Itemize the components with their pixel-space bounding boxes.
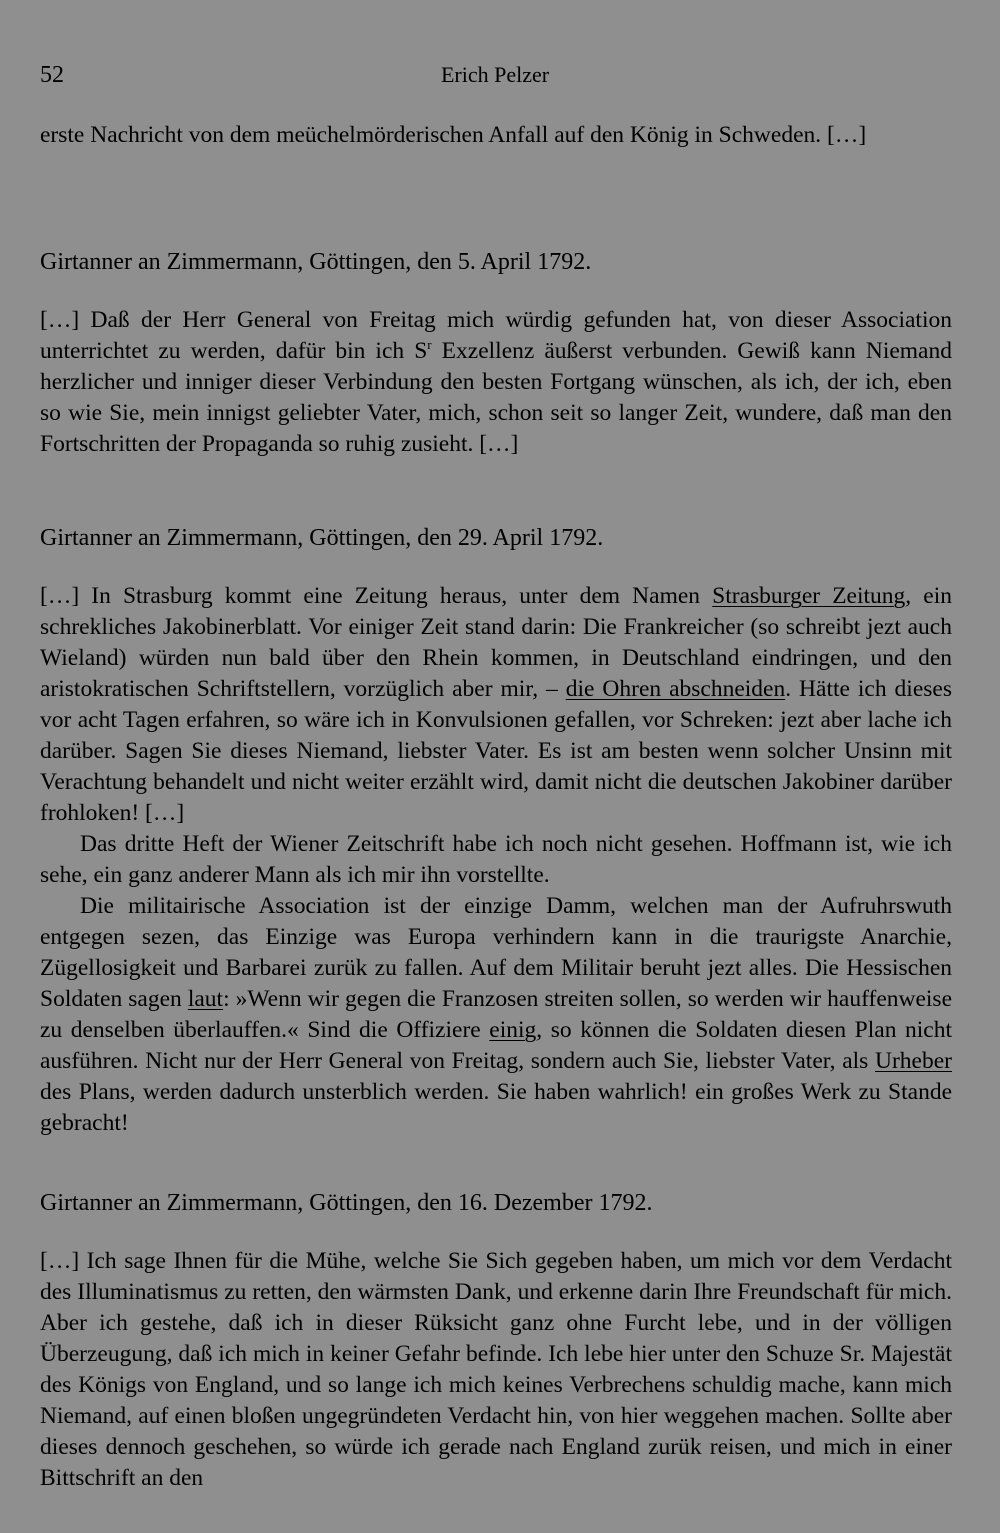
intro-paragraph: erste Nachricht von dem meüchelmörderischen Anfall auf den König in Schweden. […] <box>40 122 867 148</box>
letter-3 <box>40 1188 952 1494</box>
letter-2-paragraph-1: […] In Strasburg kommt eine Zeitung heraus, unter dem Namen Strasburger Zeitung, ein schrekliches Jakobinerblatt. Vor einiger Zeit stand darin: Die Frankreicher (so schreibt jezt auch Wieland) würden nun bald über den Rhein kommen, in Deutschland eindringen, und den aristokratischen Schriftstellern, vorzüglich aber mir, – die Ohren abschneiden. Hätte ich dieses vor acht Tagen erfahren, so wäre ich in Konvulsionen gefallen, vor Schreken: jezt aber lache ich darüber. Sagen Sie dieses Niemand, liebster Vater. Es ist am besten wenn solcher Unsinn mit Verachtung behandelt und nicht weiter erzählt wird, damit nicht die deutschen Jakobiner darüber frohloken! […] <box>40 583 952 826</box>
underlined-phrase: die Ohren abschneiden <box>565 676 786 702</box>
running-head: Erich Pelzer <box>440 62 550 87</box>
letter-3-heading: Girtanner an Zimmermann, Göttingen, den 16. Dezember 1792. <box>40 1190 653 1216</box>
letter-2 <box>40 523 952 1139</box>
letter-1-heading: Girtanner an Zimmermann, Göttingen, den 5. April 1792. <box>40 249 592 275</box>
page-header <box>40 62 950 96</box>
letter-3-paragraph: […] Ich sage Ihnen für die Mühe, welche Sie Sich gegeben haben, um mich vor dem Verdacht des Illuminatismus zu retten, den wärmsten Dank, und erkenne darin Ihre Freundschaft für mich. Aber ich gestehe, daß ich in dieser Rüksicht ganz ohne Furcht lebe, und in der völligen Überzeugung, daß ich mich in keiner Gefahr befinde. Ich lebe hier unter den Schuze Sr. Majestät des Königs von England, und so lange ich mich keines Verbrechens schuldig mache, kann mich Niemand, auf einen bloßen ungegründeten Verdacht hin, von hier weggehen machen. Sollte aber dieses dennoch geschehen, so würde ich gerade nach England zurük reisen, und mich in einer Bittschrift an den <box>40 1248 952 1491</box>
underlined-phrase: Urheber <box>875 1048 952 1074</box>
letter-2-paragraph-2: Das dritte Heft der Wiener Zeitschrift habe ich noch nicht gesehen. Hoffmann ist, wie ich sehe, ein ganz anderer Mann als ich mir ihn vorstellte. <box>40 831 952 888</box>
letter-1 <box>40 247 952 460</box>
underlined-phrase: einig <box>489 1017 537 1043</box>
letter-1-paragraph: […] Daß der Herr General von Freitag mich würdig gefunden hat, von dieser Association unterrichtet zu werden, dafür bin ich $S^r$ Exzellenz äußerst verbunden. Gewiß kann Niemand herzlicher und inniger dieser Verbindung den besten Fortgang wünschen, als ich, der ich, eben so wie Sie, mein innigst geliebter Vater, mich, schon seit so langer Zeit, wundere, daß man den Fortschritten der Propaganda so ruhig zusieht. […] <box>40 307 952 457</box>
page-number: 52 <box>40 62 64 88</box>
intro-block <box>40 120 952 151</box>
letter-2-paragraph-3: Die militairische Association ist der einzige Damm, welchen man der Aufruhrswuth entgegen sezen, das Einzige was Europa verhindern kann in die traurigste Anarchie, Zügellosigkeit und Barbarei zurük zu fallen. Auf dem Militair beruht jezt alles. Die Hessischen Soldaten sagen laut: »Wenn wir gegen die Franzosen streiten sollen, so werden wir hauffenweise zu denselben überlauffen.« Sind die Offiziere einig, so können die Soldaten diesen Plan nicht ausführen. Nicht nur der Herr General von Freitag, sondern auch Sie, liebster Vater, als Urheber des Plans, werden dadurch unsterblich werden. Sie haben wahrlich! ein großes Werk zu Stande gebracht! <box>40 893 953 1136</box>
letter-2-heading: Girtanner an Zimmermann, Göttingen, den 29. April 1792. <box>40 525 604 551</box>
underlined-phrase: Strasburger Zeitung <box>712 583 906 609</box>
underlined-phrase: laut <box>187 986 224 1012</box>
